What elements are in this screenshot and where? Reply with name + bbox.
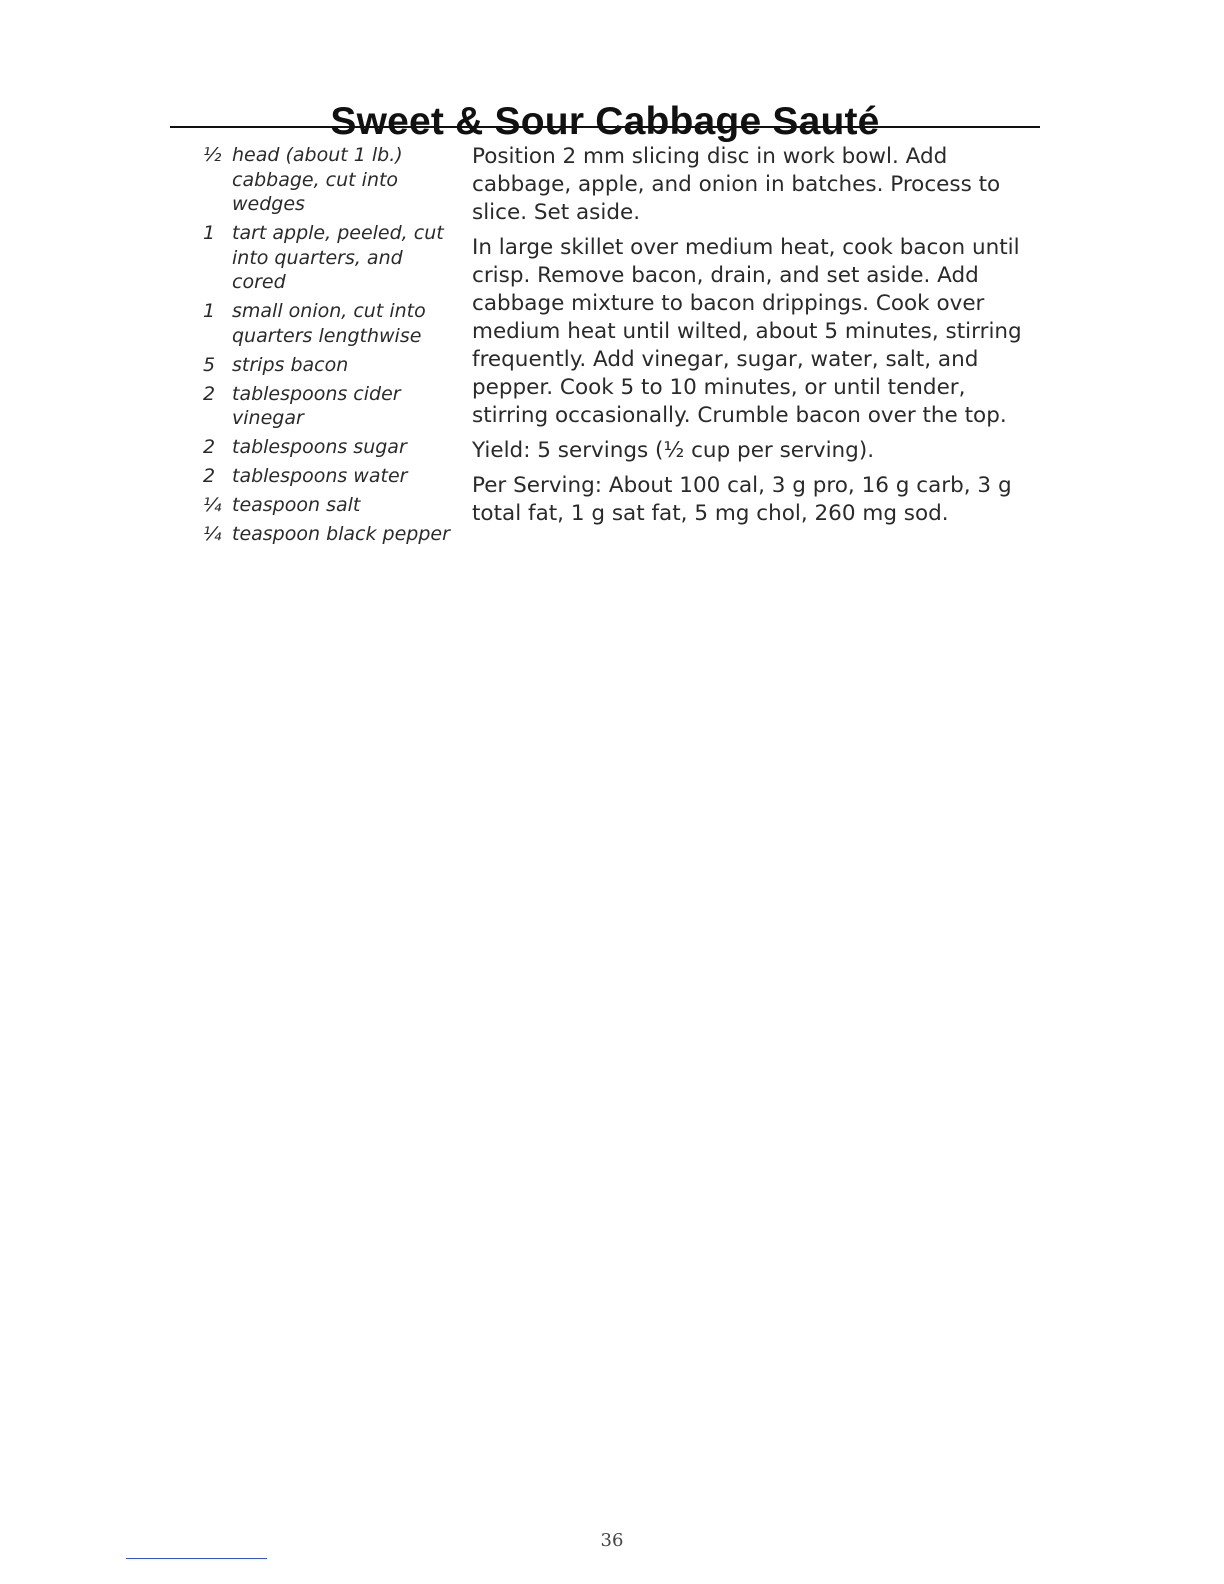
page-number: 36 bbox=[600, 1530, 624, 1551]
ingredient-quantity: ¼ bbox=[203, 494, 222, 516]
title-divider bbox=[170, 126, 1040, 128]
recipe-title: Sweet & Sour Cabbage Sauté bbox=[330, 100, 880, 144]
nutrition-text: Per Serving: About 100 cal, 3 g pro, 16 g carb, 3 g total fat, 1 g sat fat, 5 mg chol, 260 mg sod. bbox=[472, 473, 1012, 526]
method-step: In large skillet over medium heat, cook bacon until crisp. Remove bacon, drain, and set aside. Add cabbage mixture to bacon drippings. Cook over medium heat until wilted, about 5 minutes, stirring frequently. Add vinegar, sugar, water, salt, and pepper. Cook 5 to 10 minutes, or until tender, stirring occasionally. Crumble bacon over the top. bbox=[472, 235, 1022, 428]
ingredient-item bbox=[198, 143, 458, 217]
ingredient-description: teaspoon black pepper bbox=[232, 523, 450, 545]
ingredient-item bbox=[198, 464, 458, 489]
ingredient-item bbox=[198, 522, 458, 547]
ingredient-item bbox=[198, 353, 458, 378]
ingredient-quantity: 1 bbox=[203, 300, 216, 322]
ingredient-quantity: ¼ bbox=[203, 523, 222, 545]
ingredient-quantity: ½ bbox=[203, 144, 222, 166]
ingredient-item bbox=[198, 382, 458, 431]
ingredient-quantity: 2 bbox=[203, 382, 216, 405]
recipe-method bbox=[472, 143, 1038, 535]
ingredient-description: strips bacon bbox=[232, 353, 349, 376]
ingredient-quantity: 5 bbox=[203, 353, 216, 376]
ingredient-quantity: 2 bbox=[203, 436, 216, 458]
method-step: Position 2 mm slicing disc in work bowl. Add cabbage, apple, and onion in batches. Process to slice. Set aside. bbox=[472, 144, 1001, 225]
ingredient-item bbox=[198, 221, 458, 295]
footer-link-underline bbox=[126, 1558, 267, 1559]
ingredient-description: teaspoon salt bbox=[232, 494, 361, 516]
yield-text: Yield: 5 servings (½ cup per serving). bbox=[472, 438, 875, 463]
ingredient-item bbox=[198, 493, 458, 518]
ingredient-description: tablespoons cider vinegar bbox=[232, 382, 401, 429]
ingredient-description: tablespoons water bbox=[232, 465, 408, 487]
ingredient-description: tablespoons sugar bbox=[232, 436, 407, 458]
ingredient-description: head (about 1 lb.) cabbage, cut into wedges bbox=[232, 144, 403, 215]
ingredient-item bbox=[198, 299, 458, 348]
ingredient-item bbox=[198, 435, 458, 460]
ingredient-description: small onion, cut into quarters lengthwise bbox=[232, 300, 426, 347]
ingredient-quantity: 2 bbox=[203, 465, 216, 487]
ingredient-description: tart apple, peeled, cut into quarters, and cored bbox=[232, 222, 444, 293]
ingredient-list bbox=[198, 143, 458, 551]
ingredient-quantity: 1 bbox=[203, 222, 216, 244]
